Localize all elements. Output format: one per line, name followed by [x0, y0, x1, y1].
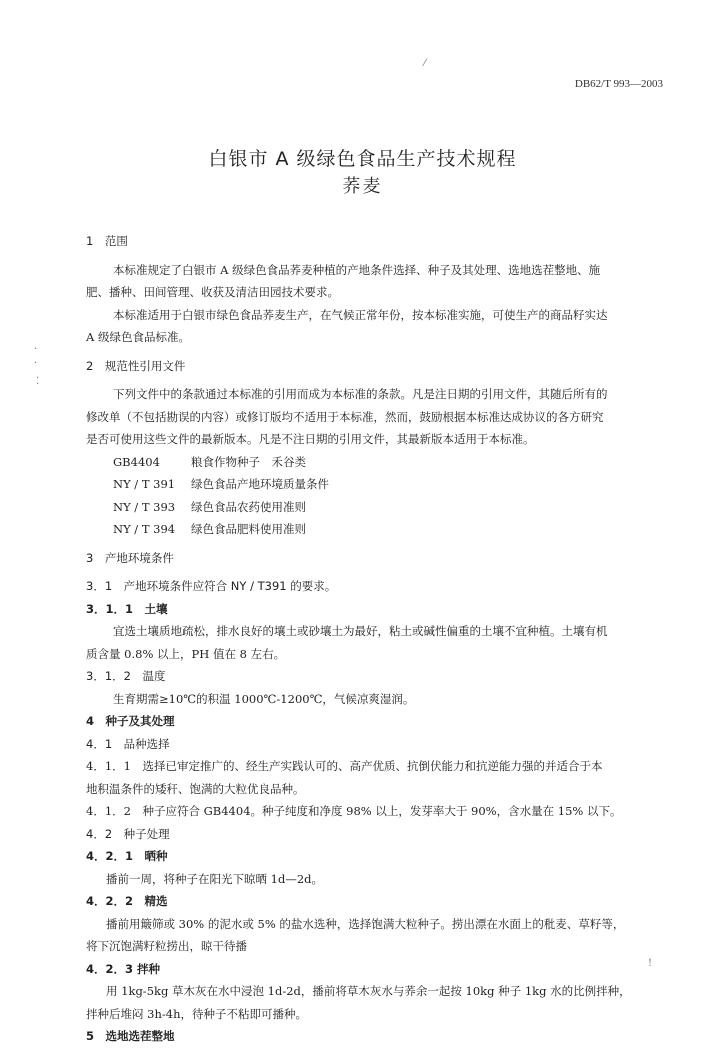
clause-4-1-1-line-2: 地积温条件的矮秆、饱满的大粒优良品种。 [86, 781, 305, 796]
clause-3-1-1-heading: 3．1．1 土壤 [86, 601, 168, 616]
clause-4-2-heading: 4．2 种子处理 [86, 826, 170, 841]
reference-item [86, 451, 662, 474]
clause-4-2-1-line-1: 播前一周，将种子在阳光下晾晒 1d—2d。 [106, 871, 324, 886]
clause-4-1-2: 4．1．2 种子应符合 GB4404。种子纯度和净度 98% 以上，发芽率大于 90%，含水量在 15% 以下。 [86, 804, 622, 818]
reference-name: 绿色食品肥料使用准则 [191, 522, 306, 536]
paragraph-references-line-3: 是否可使用这些文件的最新版本。凡是不注日期的引用文件，其最新版本适用于本标准。 [86, 432, 535, 446]
document-title: 白银市 A 级绿色食品生产技术规程 [208, 148, 517, 170]
clause-4-2-2-line-2: 将下沉饱满籽粒捞出，晾干待播 [86, 939, 247, 953]
document-subtitle: 荞麦 [342, 176, 383, 197]
clause-3-1-1-line-2: 质含量 0.8% 以上，PH 值在 8 左右。 [86, 646, 286, 661]
scan-mark-top: ⁄ [424, 58, 426, 69]
reference-code: NY / T 393 [113, 499, 176, 514]
section-2-heading: 2 规范性引用文件 [86, 358, 186, 373]
reference-code: GB4404 [113, 454, 160, 469]
document-body [86, 230, 662, 1048]
clause-4-2-3-line-2: 拌种后堆闷 3h-4h，待种子不粘即可播种。 [86, 1006, 307, 1021]
paragraph-scope-line-1: 本标准规定了白银市 A 级绿色食品荞麦种植的产地条件选择、种子及其处理、选地选茬整地、施 [113, 262, 601, 277]
paragraph-references-line-2: 修改单（不包括勘误的内容）或修订版均不适用于本标准，然而，鼓励根据本标准达成协议的各方研究 [86, 409, 604, 424]
standard-code: DB62/T 993—2003 [574, 78, 663, 90]
reference-code: NY / T 394 [113, 522, 176, 536]
paragraph-applicability-line-1: 本标准适用于白银市绿色食品荞麦生产，在气候正常年份，按本标准实施，可使生产的商品籽实达 [113, 307, 608, 322]
clause-3-1-1-line-1: 宜选土壤质地疏松，排水良好的壤土或砂壤土为最好，粘土或碱性偏重的土壤不宜种植。土壤有机 [113, 624, 608, 638]
paragraph-applicability-line-2: A 级绿色食品标准。 [86, 330, 190, 344]
clause-4-1-heading: 4．1 品种选择 [86, 736, 170, 751]
reference-name: 绿色食品农药使用准则 [191, 499, 306, 514]
scan-mark-left-2: · [34, 358, 38, 369]
clause-4-2-2-heading: 4．2．2 精选 [86, 894, 168, 908]
clause-4-2-2-line-1: 播前用簸筛或 30% 的泥水或 5% 的盐水选种，选择饱满大粒种子。捞出漂在水面上的秕麦、草籽等， [106, 916, 625, 931]
clause-4-1-1-line-1: 4．1．1 选择已审定推广的、经生产实践认可的、高产优质、抗倒伏能力和抗逆能力强的并适合于本 [86, 759, 603, 773]
scan-mark-left-1: · [34, 344, 38, 355]
reference-item [86, 518, 662, 541]
clause-3-1-2-heading: 3．1．2 温度 [86, 669, 166, 683]
reference-item [86, 496, 662, 519]
clause-4-2-1-heading: 4．2．1 晒种 [86, 849, 168, 863]
scan-mark-bottom-right: ! [648, 958, 653, 969]
section-1-heading: 1 范围 [86, 234, 128, 248]
reference-name: 绿色食品产地环境质量条件 [191, 477, 329, 491]
paragraph-references-line-1: 下列文件中的条款通过本标准的引用而成为本标准的条款。凡是注日期的引用文件，其随后所有的 [113, 387, 608, 401]
section-4-heading: 4 种子及其处理 [86, 714, 175, 728]
reference-name: 粮食作物种子 禾谷类 [191, 454, 306, 469]
reference-code: NY / T 391 [113, 477, 176, 491]
section-5-heading: 5 选地选茬整地 [86, 1029, 175, 1043]
reference-item [86, 473, 662, 496]
paragraph-scope-line-2: 肥、播种、田间管理、收获及清洁田园技术要求。 [86, 285, 339, 299]
scan-mark-left-3: ⁚ [36, 376, 40, 387]
clause-3-1-2-line-1: 生育期需≥10℃的积温 1000℃-1200℃，气候凉爽湿润。 [113, 691, 415, 706]
clause-4-2-3-heading: 4．2．3 拌种 [86, 961, 161, 976]
clause-4-2-3-line-1: 用 1kg-5kg 草木灰在水中浸泡 1d-2d，播前将草木灰水与荞余一起按 10kg 种子 1kg 水的比例拌种， [106, 984, 631, 998]
clause-3-1: 3．1 产地环境条件应符合 NY / T391 的要求。 [86, 579, 337, 593]
section-3-heading: 3 产地环境条件 [86, 550, 174, 565]
